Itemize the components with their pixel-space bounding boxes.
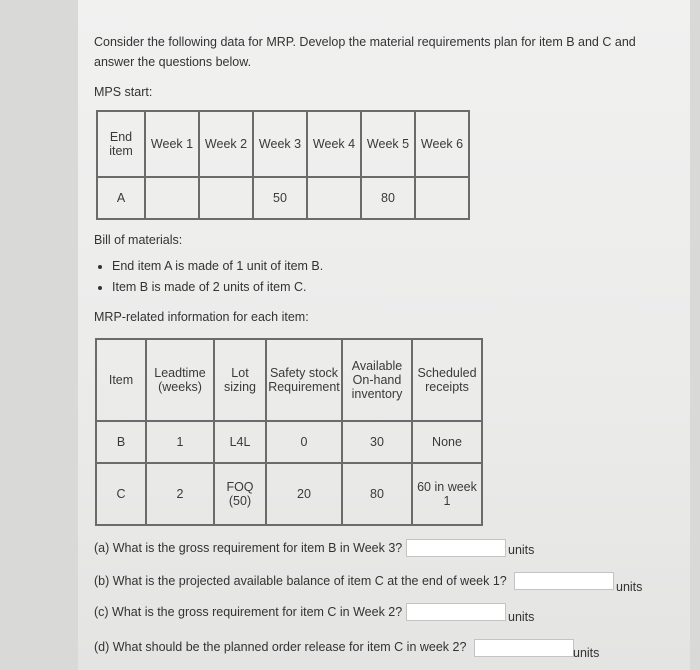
mps-header-week-6: Week 6 — [415, 111, 469, 177]
mrp-header-on-hand: Available On-hand inventory — [342, 339, 412, 421]
mps-cell-week-3: 50 — [253, 177, 307, 219]
mps-header-week-5: Week 5 — [361, 111, 415, 177]
mrp-c-item: C — [96, 463, 146, 525]
question-c: (c) What is the gross requirement for item C in Week 2? — [94, 605, 403, 619]
bom-item: • Item B is made of 2 units of item C. — [112, 277, 323, 298]
intro-text: Consider the following data for MRP. Develop the material requirements plan for item B and C and answer the questions below. — [94, 35, 636, 69]
mps-cell-week-5: 80 — [361, 177, 415, 219]
mrp-c-scheduled-receipts: 60 in week 1 — [412, 463, 482, 525]
mps-cell-week-6 — [415, 177, 469, 219]
answer-a-input[interactable] — [406, 539, 506, 557]
answer-b-input[interactable] — [514, 572, 614, 590]
mrp-c-safety-stock: 20 — [266, 463, 342, 525]
mrp-b-item: B — [96, 421, 146, 463]
question-d: (d) What should be the planned order release for item C in week 2? — [94, 640, 467, 654]
answer-d-input[interactable] — [474, 639, 574, 657]
mps-table — [96, 110, 470, 220]
answer-c-unit: units — [508, 610, 535, 624]
question-a: (a) What is the gross requirement for item B in Week 3? — [94, 541, 403, 555]
mps-cell-week-1 — [145, 177, 199, 219]
mps-cell-week-2 — [199, 177, 253, 219]
mps-header-week-4: Week 4 — [307, 111, 361, 177]
bom-label: Bill of materials: — [94, 233, 183, 247]
answer-d-unit: units — [573, 646, 600, 660]
bom-item: • End item A is made of 1 unit of item B. — [112, 256, 323, 277]
mps-header-week-2: Week 2 — [199, 111, 253, 177]
answer-c-input[interactable] — [406, 603, 506, 621]
bom-list — [94, 256, 323, 298]
mps-cell-item: A — [97, 177, 145, 219]
mps-cell-week-4 — [307, 177, 361, 219]
question-b: (b) What is the projected available balance of item C at the end of week 1? — [94, 574, 507, 588]
mps-label: MPS start: — [94, 85, 153, 99]
mrp-info-table — [95, 338, 483, 526]
mrp-b-on-hand: 30 — [342, 421, 412, 463]
mrp-b-scheduled-receipts: None — [412, 421, 482, 463]
mrp-header-leadtime: Leadtime (weeks) — [146, 339, 214, 421]
mrp-c-lot-sizing: FOQ (50) — [214, 463, 266, 525]
answer-b-unit: units — [616, 580, 643, 594]
mrp-b-leadtime: 1 — [146, 421, 214, 463]
worksheet-page — [78, 0, 690, 670]
answer-a-unit: units — [508, 543, 535, 557]
mrp-header-scheduled-receipts: Scheduled receipts — [412, 339, 482, 421]
mrp-header-safety-stock: Safety stock Requirement — [266, 339, 342, 421]
mrp-b-lot-sizing: L4L — [214, 421, 266, 463]
mrp-header-item: Item — [96, 339, 146, 421]
mrp-header-lot-sizing: Lot sizing — [214, 339, 266, 421]
mps-header-week-1: Week 1 — [145, 111, 199, 177]
mrp-c-leadtime: 2 — [146, 463, 214, 525]
mps-header-week-3: Week 3 — [253, 111, 307, 177]
mrp-c-on-hand: 80 — [342, 463, 412, 525]
mps-header-end-item: End item — [97, 111, 145, 177]
mrp-b-safety-stock: 0 — [266, 421, 342, 463]
mrp-info-label: MRP-related information for each item: — [94, 310, 309, 324]
